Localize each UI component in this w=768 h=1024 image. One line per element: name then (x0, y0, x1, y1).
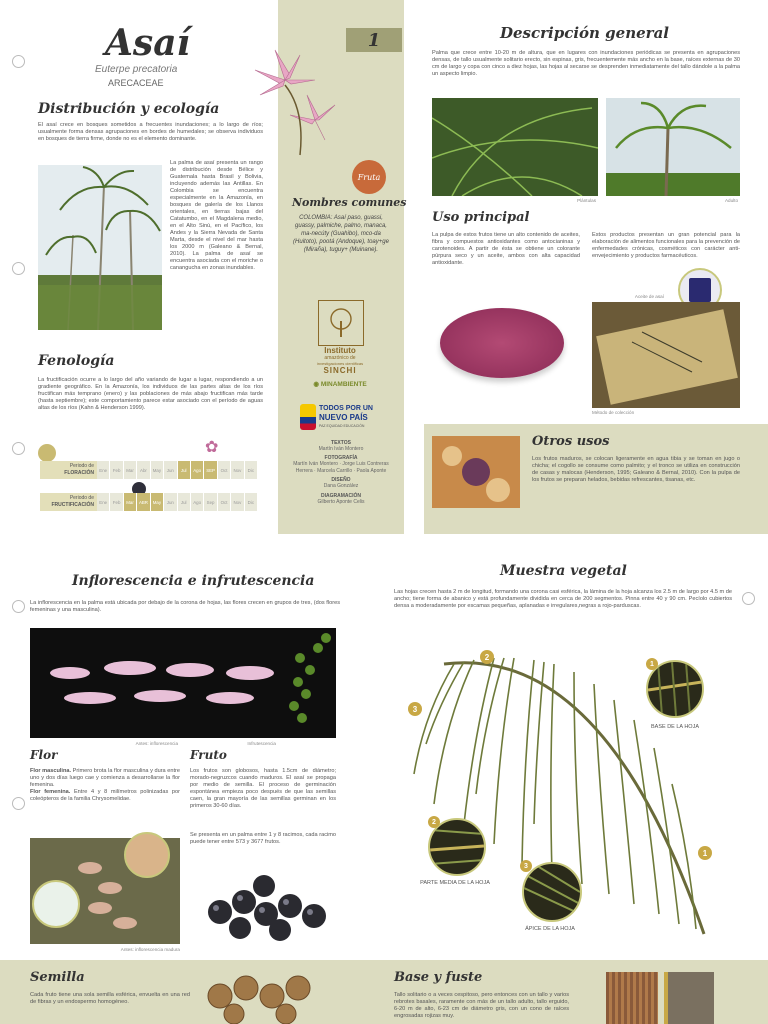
month-cell: Feb (110, 461, 123, 479)
fruto-p2: Se presenta en un palma entre 1 y 8 racimos, cada racimo puede tener entre 573 y 3677 frutos. (190, 832, 336, 845)
ministry-icon: ◉ (313, 381, 321, 388)
inflorescence-caption: Antes: inflorescencia (135, 741, 178, 746)
fruiting-row (40, 493, 258, 511)
tree-icon (325, 307, 357, 339)
month-cell: May (151, 493, 164, 511)
sinchi-logo (318, 300, 364, 346)
credit-names: Gilberto Aponte Celis (317, 498, 365, 505)
distribution-intro: El asaí crece en bosques sometidos a frecuentes inundaciones; a lo largo de ríos; usualmente forma densas agrupaciones en bordes de humedales; se observa individuos en bosques de tierra firme, donde no es el elemento dominante. (38, 122, 263, 142)
month-cell: Dic (245, 461, 258, 479)
ministry-label: MINAMBIENTE (320, 381, 367, 388)
credits (290, 440, 392, 505)
flor-fem-text: Entre 4 y 8 milímetros polinizadas por coleópteros de la familia Chrysomelidae. (30, 789, 180, 802)
family-name: ARECACEAE (108, 78, 164, 88)
leaf-apex-label: ÁPICE DE LA HOJA (525, 926, 575, 932)
credit-role: DIAGRAMACIÓN (321, 492, 361, 499)
month-cell: Sep (204, 493, 217, 511)
flowering-icon (38, 444, 56, 462)
distribution-body: La palma de asaí presenta un rango de distribución desde Bélice y Guatemala hasta Brasil y Bolivia, incluyendo además las Antillas. En Colombia se encuentra especialmente en la Amazonía, en bosques de galería de los Llanos orientales, en tierras bajas del Catatumbo, en el Magdalena medio, en el Alto Sinú, en el Pacífico, los Andes y la Sierra Nevada de Santa Marta, desde el nivel del mar hasta los 2000 m (Galeano & Bernal, 2010). La palma de asaí se encuentra asociada con el moriche o canangucha en zonas inundables. (170, 160, 263, 271)
marker-1: 1 (698, 846, 712, 860)
flowering-label-b: FLORACIÓN (64, 470, 94, 476)
fruta-badge (352, 160, 386, 194)
credit-names: Martín Iván Montero (318, 446, 364, 452)
ministry-logo (300, 380, 380, 388)
seedlings-photo (432, 98, 598, 196)
leaf-base-label: BASE DE LA HOJA (651, 724, 699, 730)
oil-caption: Aceite de asaí (634, 294, 664, 299)
page-number: 1 (367, 29, 381, 51)
common-names-text: COLOMBIA: Asaí paso, guassi, guassy, palmiche, palmo, manaca, ma-necúty (Guahibo), mco-da (Huitoto), pootá (Andoque), toay+ge (Miraña), tuguy+ (Muinane). (293, 215, 389, 253)
month-cell: Oct (218, 493, 231, 511)
institute-line3: investigaciones científicas (316, 361, 364, 366)
credit-role: DISEÑO (331, 477, 351, 484)
flor-masc-text: Primero brota la flor masculina y dura entre uno y dos días luego cae y comienza a desarrollarse la flor femenina. (30, 768, 180, 788)
institute-line2: amazónico de (324, 355, 356, 361)
month-cell: Ene (97, 493, 110, 511)
description-heading: Descripción general (500, 24, 669, 42)
seeds-photo (200, 966, 320, 1024)
male-flower-inset (124, 832, 170, 878)
month-cell: Dic (245, 493, 258, 511)
adult-palm-photo (606, 98, 740, 196)
infrutescence-caption: Infrutescencia (247, 741, 276, 746)
credit-names: Dana González (323, 483, 359, 490)
fruta-badge-label: Fruta (357, 172, 381, 182)
month-cell-peak: SEP (204, 461, 217, 479)
fruiting-label-a: Periodo de (69, 495, 94, 501)
female-flower-inset (32, 880, 80, 928)
credit-names: Martín Iván Montero · Jorge Luis Contreras Herrera · Marcela Carrillo · Paola Aponte (293, 461, 389, 474)
month-cell: May (151, 461, 164, 479)
distribution-heading: Distribución y ecología (38, 101, 220, 117)
colombia-flag-icon (300, 404, 316, 430)
flower-illustration (245, 40, 345, 160)
common-names-heading: Nombres comunes (292, 196, 407, 209)
base-heading: Base y fuste (394, 970, 483, 985)
leaf-apex-inset (522, 862, 582, 922)
binder-hole (12, 442, 25, 455)
otros-heading: Otros usos (532, 434, 610, 449)
todos-line1: TODOS POR UN (319, 404, 373, 412)
fruits-photo (200, 872, 340, 942)
month-cell: Mar (124, 493, 137, 511)
mature-inflorescence-caption: Antes: inflorescencia madura (120, 947, 180, 952)
trunk-photo-1 (606, 972, 658, 1024)
marker-1-inset: 1 (646, 658, 658, 670)
palm-photo (38, 165, 162, 330)
month-cell: Jun (164, 461, 177, 479)
month-cell: Ago (191, 493, 204, 511)
marker-3-inset: 3 (520, 860, 532, 872)
month-cell: Ene (97, 461, 110, 479)
fruto-p1: Los frutos son globosos, hasta 1.5cm de diámetro; morado-negruzcos cuando maduros. El asaí se propaga por medio de semilla. El proceso de germinación espontánea empieza poco después de que las semillas caen, la gran mayoría de las semillas germinan en los primeros 30-60 días. (190, 768, 336, 809)
semilla-heading: Semilla (30, 970, 85, 985)
uso-col2: Estos productos presentan un gran potencial para la elaboración de alimentos funcionales para la prevención de enfermedades crónicas, cosméticos con carácter anti-envejecimiento y productos farmacéuticos. (592, 232, 740, 259)
todos-line3: PAZ EQUIDAD EDUCACIÓN (319, 423, 365, 428)
institute-line1: Instituto (324, 346, 356, 355)
month-cell: Oct (218, 461, 231, 479)
fruiting-label-b: FRUCTIFICACIÓN (51, 502, 94, 508)
marker-2: 2 (480, 650, 494, 664)
flowering-label-a: Periodo de (69, 463, 94, 469)
month-cell: Mar (124, 461, 137, 479)
todos-line2: NUEVO PAÍS (319, 412, 368, 422)
binder-hole (12, 262, 25, 275)
month-cell: Feb (110, 493, 123, 511)
otros-photo (432, 436, 520, 508)
flower-marker-icon: ✿ (205, 439, 219, 456)
otros-text: Los frutos maduros, se colocan ligeramente en agua tibia y se toman en jugo o chicha; el cogollo se consume como palmito; y el tronco se utiliza en construcción de casas y malocas (Henderson, 1995; Galeano & Bernal, 2010). Con la pulpa de los frutos se preparan helados, bebidas refrescantes, tisanas, etc. (532, 456, 740, 483)
description-text: Palma que crece entre 10-20 m de altura, que en lugares con inundaciones periódicas se presenta en agrupaciones densas, de tallo usualmente solitario erecto, sin espinas, gris, frecuentemente más ancho en la base, raíces externas de 30 cm de largo y copa con cinco a diez hojas, las hojas al secarse se desprenden inmediatamente del tallo dándole a la palma un aspecto limpio. (432, 50, 740, 77)
marker-2-inset: 2 (428, 816, 440, 828)
flowering-row (40, 461, 258, 479)
fenologia-heading: Fenología (38, 353, 115, 369)
credit-role: FOTOGRAFÍA (324, 455, 358, 462)
inflorescence-text: La inflorescencia en la palma está ubicada por debajo de la corona de hojas, las flores crecen en grupos de tres, (dos flores femeninas y una masculina). (30, 600, 340, 613)
uso-heading: Uso principal (432, 210, 530, 225)
muestra-text: Las hojas crecen hasta 2 m de longitud, formando una corona casi esférica, la lámina de la hoja alcanza los 2.5 m de largo por 4.5 m de ancho; tiene forma de abanico y está profundamente dividida en cerca de 200 segmentos. Pinna entre 40 y 90 cm. Pecíolo cubiertos densa a moderadamente por escamas pequeñas, aplanadas e irregulares,negras a rojo-parduscas. (394, 589, 732, 609)
collection-photo (592, 302, 740, 408)
fenologia-text: La fructificación ocurre a lo largo del año variando de lugar a lugar, respondiendo a un gradiente geográfico. En la Amazonía, los individuos de las partes altas de los ríos fructifican más temprano (enero) y las poblaciones de más abajo fructifican más tarde (hasta septiembre); este comportamiento parece estar asociado con el período de aguas altas de los ríos (Kahn & Henderson 1999). (38, 377, 263, 411)
binder-hole (12, 797, 25, 810)
page-number-tab (346, 28, 402, 52)
scientific-name: Euterpe precatoria (95, 64, 178, 75)
month-cell: Jun (164, 493, 177, 511)
flor-masc-label: Flor masculina. (30, 768, 72, 774)
month-cell: Ago (191, 461, 204, 479)
flor-heading: Flor (30, 748, 58, 762)
month-cell-peak: ABR (137, 493, 150, 511)
collection-caption: Método de colección (592, 410, 635, 415)
flor-fem-label: Flor femenina. (30, 789, 71, 795)
todos-logo (300, 400, 382, 434)
binder-hole (12, 55, 25, 68)
month-cell: Nov (231, 461, 244, 479)
marker-3: 3 (408, 702, 422, 716)
credit-role: TEXTOS (331, 440, 351, 446)
uso-col1: La pulpa de estos frutos tiene un alto contenido de aceites, fibra y compuestos antioxidantes como antocianinas y carotenoides. A partir de ésta se obtiene un colorante púrpura seco y un aceite, ambos con alta capacidad antioxidante. (432, 232, 580, 266)
page-title: Asaí (105, 22, 191, 64)
adult-caption: Adulto (724, 198, 738, 203)
flor-text (30, 768, 180, 803)
month-cell: Abr (137, 461, 150, 479)
binder-hole (12, 600, 25, 613)
inflorescence-heading: Inflorescencia e infrutescencia (72, 573, 315, 589)
leaf-middle-label: PARTE MEDIA DE LA HOJA (420, 880, 490, 886)
semilla-text: Cada fruto tiene una sola semilla esférica, envuelta en una red de fibras y un endospermo homogéneo. (30, 992, 190, 1005)
month-cell: Jul (178, 461, 191, 479)
month-cell: Nov (231, 493, 244, 511)
inflorescence-photo (30, 628, 336, 738)
binder-hole (742, 592, 755, 605)
muestra-heading: Muestra vegetal (500, 563, 627, 579)
fruto-heading: Fruto (190, 748, 227, 762)
sinchi-name: SINCHI (323, 366, 357, 375)
trunk-photo-2 (664, 972, 714, 1024)
base-text: Tallo solitario o a veces cespitoso, pero entonces con un tallo y varios rebrotes basales, raramente con más de un tallo adulto, tallo erguido, 6-20 m de alto, 6-23 cm de diámetro gris, con un cono de raíces engrosadas rojizas muy. (394, 992, 569, 1019)
month-cell: Jul (178, 493, 191, 511)
seedlings-caption: Plántulas (577, 198, 596, 203)
acai-powder-photo (440, 308, 564, 378)
